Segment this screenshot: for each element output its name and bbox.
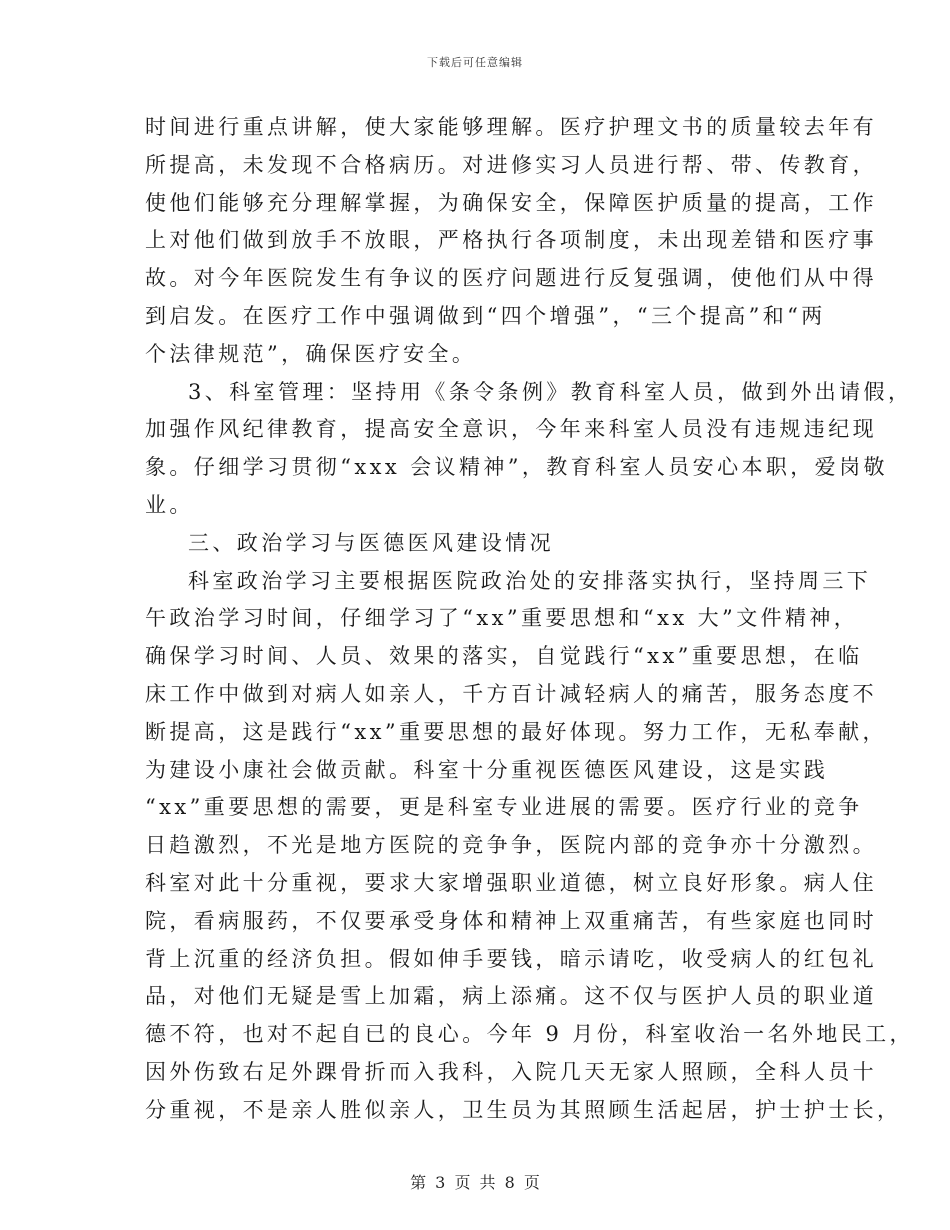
text-line: 科室政治学习主要根据医院政治处的安排落实执行，坚持周三下 bbox=[188, 568, 872, 593]
page-number: 第 3 页 共 8 页 bbox=[410, 1173, 540, 1192]
text-line: 品，对他们无疑是雪上加霜，病上添痛。这不仅与医护人员的职业道 bbox=[145, 984, 877, 1009]
text-line: 加强作风纪律教育，提高安全意识，今年来科室人员没有违规违纪现 bbox=[145, 417, 877, 442]
text-line: 时间进行重点讲解，使大家能够理解。医疗护理文书的质量较去年有 bbox=[145, 115, 877, 139]
text-line: 上对他们做到放手不放眼，严格执行各项制度，未出现差错和医疗事 bbox=[145, 228, 877, 253]
text-line: 日趋激烈，不光是地方医院的竞争争，医院内部的竞争亦十分激烈。 bbox=[145, 833, 877, 858]
text-line: 午政治学习时间，仔细学习了“xx”重要思想和“xx 大”文件精神， bbox=[145, 606, 859, 631]
text-line: “xx”重要思想的需要，更是科室专业进展的需要。医疗行业的竞争 bbox=[145, 795, 863, 820]
section-heading: 三、政治学习与医德医风建设情况 bbox=[188, 530, 554, 555]
text-line: 故。对今年医院发生有争议的医疗问题进行反复强调，使他们从中得 bbox=[145, 266, 877, 291]
text-line: 使他们能够充分理解掌握，为确保安全，保障医护质量的提高，工作 bbox=[145, 190, 877, 215]
document-body bbox=[145, 109, 914, 1130]
text-line: 德不符，也对不起自已的良心。今年 9 月份，科室收治一名外地民工， bbox=[145, 1022, 914, 1047]
text-line: 断提高，这是践行“xx”重要思想的最好体现。努力工作，无私奉献， bbox=[145, 719, 887, 744]
text-line: 个法律规范”，确保医疗安全。 bbox=[145, 341, 477, 366]
text-line: 床工作中做到对病人如亲人，千方百计减轻病人的痛苦，服务态度不 bbox=[145, 681, 877, 706]
text-line: 业。 bbox=[145, 492, 194, 517]
text-line: 为建设小康社会做贡献。科室十分重视医德医风建设，这是实践 bbox=[145, 757, 829, 782]
page-header: 下载后可任意编辑 bbox=[427, 56, 523, 69]
text-line: 分重视，不是亲人胜似亲人，卫生员为其照顾生活起居，护士护士长， bbox=[145, 1097, 902, 1122]
text-line: 到启发。在医疗工作中强调做到“四个增强”，“三个提高”和“两 bbox=[145, 303, 826, 328]
text-line: 所提高，未发现不合格病历。对进修实习人员进行帮、带、传教育， bbox=[145, 152, 877, 177]
text-line: 背上沉重的经济负担。假如伸手要钱，暗示请吃，收受病人的红包礼 bbox=[145, 946, 877, 971]
text-line: 象。仔细学习贯彻“xxx 会议精神”，教育科室人员安心本职，爱岗敬 bbox=[145, 455, 888, 480]
text-line: 3、科室管理：坚持用《条令条例》教育科室人员，做到外出请假， bbox=[188, 379, 913, 404]
text-line: 因外伤致右足外踝骨折而入我科，入院几天无家人照顾，全科人员十 bbox=[145, 1059, 877, 1084]
text-line: 院，看病服药，不仅要承受身体和精神上双重痛苦，有些家庭也同时 bbox=[145, 908, 877, 933]
text-line: 确保学习时间、人员、效果的落实，自觉践行“xx”重要思想，在临 bbox=[145, 644, 863, 669]
text-line: 科室对此十分重视，要求大家增强职业道德，树立良好形象。病人住 bbox=[145, 870, 877, 895]
